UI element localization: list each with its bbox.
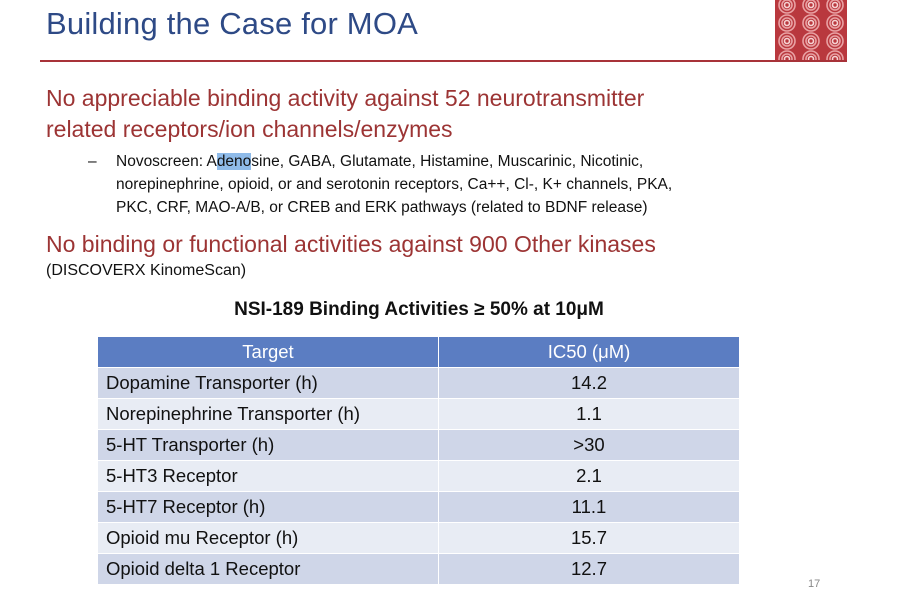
section1-heading xyxy=(46,83,644,145)
text-selection-highlight[interactable]: deno xyxy=(216,153,252,170)
cell-ic50: 1.1 xyxy=(439,399,740,430)
logo-ring xyxy=(830,18,840,28)
bullet-line-1-post: sine, GABA, Glutamate, Histamine, Muscarinic, Nicotinic, xyxy=(251,153,644,170)
table-row xyxy=(98,492,740,523)
cell-ic50: 14.2 xyxy=(439,368,740,399)
section1-heading-line1: No appreciable binding activity against 52 neurotransmitter xyxy=(46,85,645,111)
logo-ring xyxy=(833,21,838,26)
logo-ring xyxy=(830,36,840,46)
table-row xyxy=(98,461,740,492)
cell-ic50: 15.7 xyxy=(439,523,740,554)
logo-ring xyxy=(785,3,790,8)
cell-target: Opioid mu Receptor (h) xyxy=(98,523,439,554)
cell-target: Dopamine Transporter (h) xyxy=(98,368,439,399)
logo-circles-icon xyxy=(775,0,847,60)
cell-ic50: 2.1 xyxy=(439,461,740,492)
logo-ring xyxy=(809,3,814,8)
title-divider xyxy=(40,60,847,62)
section2-heading: No binding or functional activities against 900 Other kinases xyxy=(46,231,656,257)
logo-ring xyxy=(833,39,838,44)
logo-ring xyxy=(806,36,816,46)
logo-ring xyxy=(782,0,792,10)
bullet-line-1-pre: Novoscreen: A xyxy=(116,153,217,170)
logo-ring xyxy=(809,39,814,44)
logo-ring xyxy=(782,36,792,46)
cell-target: Opioid delta 1 Receptor xyxy=(98,554,439,585)
header-ic50: IC50 (μM) xyxy=(439,337,740,368)
cell-ic50: >30 xyxy=(439,430,740,461)
table-row xyxy=(98,399,740,430)
bullet-text xyxy=(116,150,836,219)
section2-subtext: (DISCOVERX KinomeScan) xyxy=(46,262,247,279)
cell-target: 5-HT7 Receptor (h) xyxy=(98,492,439,523)
bullet-line-2: norepinephrine, opioid, or and serotonin receptors, Ca++, Cl-, K+ channels, PKA, xyxy=(116,176,673,193)
bullet-dash: – xyxy=(88,153,97,170)
logo-ring xyxy=(785,21,790,26)
logo xyxy=(775,0,847,60)
header-target: Target xyxy=(98,337,439,368)
logo-ring xyxy=(782,18,792,28)
cell-ic50: 11.1 xyxy=(439,492,740,523)
table-row xyxy=(98,523,740,554)
table-title: NSI-189 Binding Activities ≥ 50% at 10μM xyxy=(234,299,604,320)
page-number: 17 xyxy=(808,578,821,590)
table-header-row xyxy=(98,337,740,368)
logo-ring xyxy=(806,0,816,10)
slide-title: Building the Case for MOA xyxy=(46,6,419,41)
bullet-line-1 xyxy=(116,150,836,173)
logo-ring xyxy=(833,3,838,8)
section1-heading-line2: related receptors/ion channels/enzymes xyxy=(46,116,453,142)
table-row xyxy=(98,430,740,461)
cell-target: Norepinephrine Transporter (h) xyxy=(98,399,439,430)
logo-ring xyxy=(830,0,840,10)
binding-activities-table xyxy=(98,337,740,584)
logo-ring xyxy=(806,18,816,28)
cell-ic50: 12.7 xyxy=(439,554,740,585)
logo-ring xyxy=(785,39,790,44)
logo-ring xyxy=(809,21,814,26)
table-row xyxy=(98,368,740,399)
table-row xyxy=(98,554,740,585)
cell-target: 5-HT Transporter (h) xyxy=(98,430,439,461)
cell-target: 5-HT3 Receptor xyxy=(98,461,439,492)
bullet-line-3: PKC, CRF, MAO-A/B, or CREB and ERK pathways (related to BDNF release) xyxy=(116,199,648,216)
